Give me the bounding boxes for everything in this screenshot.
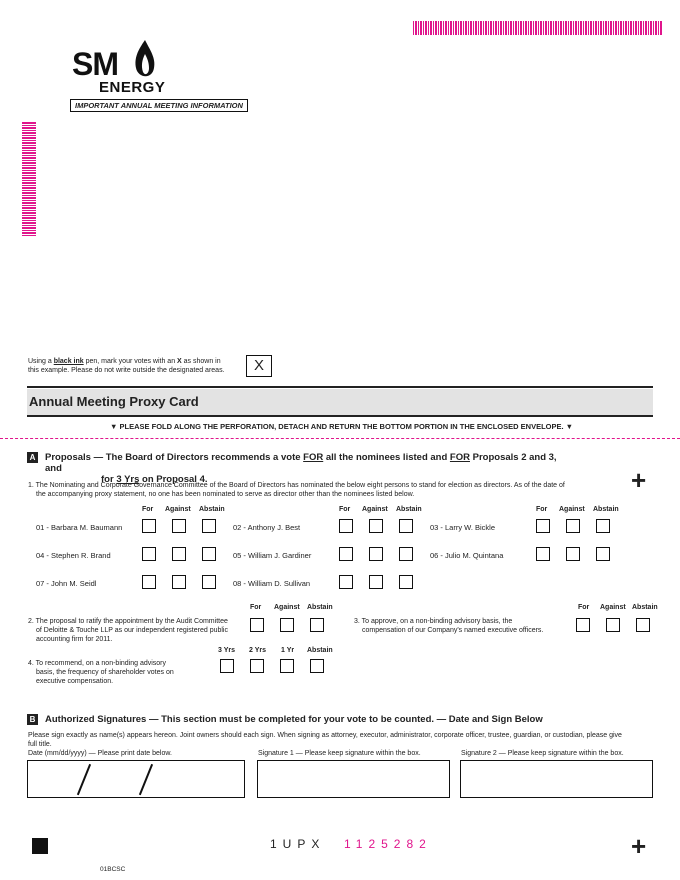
sig-instr-line1: Please sign exactly as name(s) appears hereon. Joint owners should each sign. When signing as attorney, executor, administrator, corporate officer, trustee, guardian, or custodian, please give (28, 732, 622, 739)
p2-for-header: For (250, 604, 262, 611)
nominee-02-for-checkbox[interactable] (339, 519, 353, 533)
sec-a-for2: FOR (449, 452, 470, 463)
instr-text: Using a (28, 358, 54, 365)
perforation-line (0, 438, 680, 439)
nominee-02: 02 - Anthony J. Best (233, 523, 301, 532)
sec-a-yrs: 3 Yrs (116, 474, 140, 485)
col1-abstain-header: Abstain (199, 506, 225, 513)
instr-text: pen, mark your votes with an (83, 358, 178, 365)
nominee-01-for-checkbox[interactable] (142, 519, 156, 533)
proposal-3-for-checkbox[interactable] (576, 618, 590, 632)
proposal-4-line3: executive compensation. (36, 678, 114, 685)
nominee-05-abstain-checkbox[interactable] (399, 547, 413, 561)
fold-arrow-left-icon: ▼ (110, 422, 118, 431)
signature-1-label: Signature 1 — Please keep signature within the box. (258, 750, 421, 757)
sec-a-t4: for (101, 474, 117, 485)
col3-abstain-header: Abstain (593, 506, 619, 513)
registration-block-icon (32, 838, 48, 854)
nominee-08-against-checkbox[interactable] (369, 575, 383, 589)
annual-meeting-info-box: IMPORTANT ANNUAL MEETING INFORMATION (70, 99, 248, 112)
p3-against-header: Against (600, 604, 626, 611)
instr-black-ink: black ink (53, 358, 84, 365)
nominee-01-abstain-checkbox[interactable] (202, 519, 216, 533)
sec-a-t5: on Proposal 4. (139, 474, 208, 485)
p3-abstain-header: Abstain (632, 604, 658, 611)
sec-a-t2: all the nominees listed and (323, 452, 450, 463)
proposal-4-line1: 4. To recommend, on a non-binding advisory (28, 660, 167, 667)
fold-notice-text: PLEASE FOLD ALONG THE PERFORATION, DETACH AND RETURN THE BOTTOM PORTION IN THE ENCLOSED ENVELOPE. (119, 422, 564, 431)
proposal-4-1yr-checkbox[interactable] (280, 659, 294, 673)
proposal-2-against-checkbox[interactable] (280, 618, 294, 632)
nominee-04: 04 - Stephen R. Brand (36, 551, 111, 560)
card-title: Annual Meeting Proxy Card (27, 389, 653, 415)
fold-notice (110, 422, 573, 431)
sec-a-for1: FOR (303, 452, 324, 463)
p3-for-header: For (578, 604, 590, 611)
barcode-top (413, 21, 663, 35)
col2-against-header: Against (362, 506, 388, 513)
nominee-02-abstain-checkbox[interactable] (399, 519, 413, 533)
section-a-badge: A (27, 452, 38, 463)
col1-against-header: Against (165, 506, 191, 513)
nominee-03: 03 - Larry W. Bickle (430, 523, 496, 532)
signature-instructions (28, 731, 658, 749)
nominee-05-against-checkbox[interactable] (369, 547, 383, 561)
nominee-02-against-checkbox[interactable] (369, 519, 383, 533)
sec-a-t3: Proposals 2 and 3, and (45, 452, 557, 474)
signature-2-label: Signature 2 — Please keep signature within the box. (461, 750, 624, 757)
proposal-2-line3: accounting firm for 2011. (36, 636, 113, 643)
nominee-08-abstain-checkbox[interactable] (399, 575, 413, 589)
marking-instructions (28, 357, 248, 375)
date-label: Date (mm/dd/yyyy) — Please print date below. (28, 750, 172, 757)
col3-for-header: For (536, 506, 548, 513)
company-logo (72, 40, 166, 100)
nominee-03-for-checkbox[interactable] (536, 519, 550, 533)
proposal-3-line1: 3. To approve, on a non-binding advisory basis, the (354, 618, 513, 625)
barcode-left (22, 122, 36, 236)
instr-text: as shown in (181, 358, 221, 365)
nominee-08-for-checkbox[interactable] (339, 575, 353, 589)
instr-text-line2: this example. Please do not write outside the designated areas. (28, 367, 225, 374)
proposal-2-text (28, 617, 243, 644)
proposal-3-line2: compensation of our Company's named executive officers. (362, 627, 544, 634)
col3-against-header: Against (559, 506, 585, 513)
proposal-1-line1: 1. The Nominating and Corporate Governance Committee of the Board of Directors has nominated the below eight persons to stand for election as directors. As of the date of (28, 482, 565, 489)
proposal-4-2yrs-checkbox[interactable] (250, 659, 264, 673)
nominee-01: 01 - Barbara M. Baumann (36, 523, 123, 532)
sig-instr-line2: full title. (28, 741, 52, 748)
p4-abstain-header: Abstain (307, 647, 333, 654)
proposal-2-line1: 2. The proposal to ratify the appointment by the Audit Committee (28, 618, 228, 625)
instr-x: X (177, 358, 182, 365)
col2-abstain-header: Abstain (396, 506, 422, 513)
sec-a-t1: Proposals — The Board of Directors recommends a vote (45, 452, 304, 463)
nominee-04-abstain-checkbox[interactable] (202, 547, 216, 561)
section-b-title: Authorized Signatures — This section must be completed for your vote to be counted. — Date and Sign Below (45, 714, 543, 725)
p4-1yr-header: 1 Yr (281, 647, 295, 654)
nominee-08: 08 - William D. Sullivan (233, 579, 311, 588)
nominee-03-abstain-checkbox[interactable] (596, 519, 610, 533)
nominee-06-against-checkbox[interactable] (566, 547, 580, 561)
proposal-2-line2: of Deloitte & Touche LLP as our independent registered public (36, 627, 228, 634)
proposal-1-text (28, 481, 618, 499)
footer-code: 1UPX (270, 837, 326, 851)
logo-primary-text: SM (72, 46, 118, 82)
nominee-06-for-checkbox[interactable] (536, 547, 550, 561)
nominee-05: 05 - William J. Gardiner (233, 551, 312, 560)
nominee-01-against-checkbox[interactable] (172, 519, 186, 533)
nominee-03-against-checkbox[interactable] (566, 519, 580, 533)
signature-1-field[interactable] (257, 760, 450, 798)
date-separator-2 (139, 764, 153, 795)
title-rule-bottom (27, 415, 653, 417)
nominee-06-abstain-checkbox[interactable] (596, 547, 610, 561)
footer-number: 1125282 (344, 837, 432, 851)
date-separator-1 (77, 764, 91, 795)
nominee-04-against-checkbox[interactable] (172, 547, 186, 561)
nominee-07-against-checkbox[interactable] (172, 575, 186, 589)
p2-against-header: Against (274, 604, 300, 611)
date-field[interactable] (27, 760, 245, 798)
nominee-07-for-checkbox[interactable] (142, 575, 156, 589)
p4-3yrs-header: 3 Yrs (218, 647, 235, 654)
proposal-2-for-checkbox[interactable] (250, 618, 264, 632)
proposal-2-abstain-checkbox[interactable] (310, 618, 324, 632)
nominee-04-for-checkbox[interactable] (142, 547, 156, 561)
col1-for-header: For (142, 506, 154, 513)
form-id: 01BCSC (100, 866, 126, 873)
p4-2yrs-header: 2 Yrs (249, 647, 266, 654)
proposal-4-3yrs-checkbox[interactable] (220, 659, 234, 673)
proposal-1-line2: the accompanying proxy statement, no one has been nominated to serve as director other than the nominees listed below. (36, 491, 415, 498)
p2-abstain-header: Abstain (307, 604, 333, 611)
fold-arrow-right-icon: ▼ (565, 422, 574, 431)
nominee-07-abstain-checkbox[interactable] (202, 575, 216, 589)
registration-plus-bottom-icon: + (631, 831, 647, 861)
proposal-3-abstain-checkbox[interactable] (636, 618, 650, 632)
section-b-badge: B (27, 714, 38, 725)
logo-secondary-text: ENERGY (99, 79, 166, 96)
proposal-4-text (28, 659, 208, 686)
nominee-05-for-checkbox[interactable] (339, 547, 353, 561)
proposal-3-text (354, 617, 564, 635)
registration-plus-icon: + (631, 465, 647, 495)
nominee-07: 07 - John M. Seidl (36, 579, 97, 588)
example-mark-box: X (246, 355, 272, 377)
proposal-3-against-checkbox[interactable] (606, 618, 620, 632)
title-rule-top (27, 386, 653, 388)
proposal-4-abstain-checkbox[interactable] (310, 659, 324, 673)
flame-icon (134, 40, 156, 82)
nominee-06: 06 - Julio M. Quintana (430, 551, 504, 560)
proposal-4-line2: basis, the frequency of shareholder votes on (36, 669, 174, 676)
signature-2-field[interactable] (460, 760, 653, 798)
col2-for-header: For (339, 506, 351, 513)
